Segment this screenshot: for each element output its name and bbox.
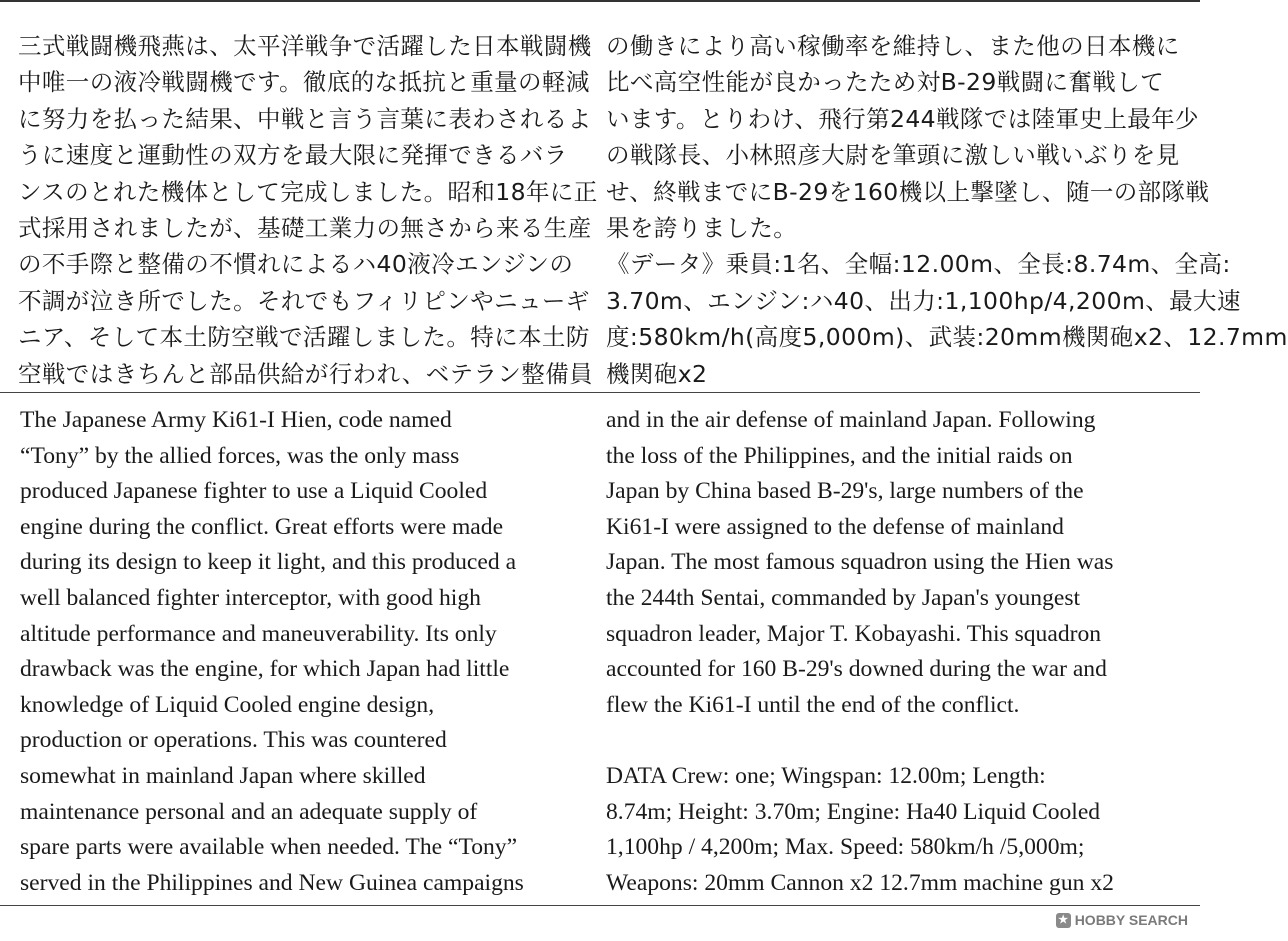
english-text-left-column <box>20 403 524 901</box>
text-line: somewhat in mainland Japan where skilled <box>20 762 426 789</box>
text-line: せ、終戦までにB-29を160機以上撃墜し、随一の部隊戦 <box>606 177 1210 206</box>
text-line: います。とりわけ、飛行第244戦隊では陸軍史上最年少 <box>606 104 1199 133</box>
text-line: の不手際と整備の不慣れによるハ40液冷エンジンの <box>18 250 574 279</box>
text-line: 空戦ではきちんと部品供給が行われ、ベテラン整備員 <box>18 359 594 388</box>
text-line: the loss of the Philippines, and the initial raids on <box>606 442 1073 469</box>
text-line: knowledge of Liquid Cooled engine design, <box>20 691 435 718</box>
japanese-text-right-column <box>606 28 1288 392</box>
text-line: Japan. The most famous squadron using the Hien was <box>606 549 1114 576</box>
text-line: flew the Ki61-I until the end of the conflict. <box>606 691 1020 718</box>
text-line: の働きにより高い稼働率を維持し、また他の日本機に <box>606 32 1180 60</box>
text-line: 三式戦闘機飛燕は、太平洋戦争で活躍した日本戦闘機 <box>18 32 592 60</box>
text-line: altitude performance and maneuverability. Its only <box>20 620 497 647</box>
text-line: produced Japanese fighter to use a Liquid Cooled <box>20 478 488 505</box>
text-line: well balanced fighter interceptor, with good high <box>20 584 481 611</box>
text-line: 比べ高空性能が良かったため対B-29戦闘に奮戦して <box>606 68 1165 97</box>
text-line: “Tony” by the allied forces, was the only mass <box>20 442 460 469</box>
data-spec-line: Weapons: 20mm Cannon x2 12.7mm machine gun x2 <box>606 869 1114 896</box>
section-divider <box>0 392 1200 393</box>
text-line: engine during the conflict. Great efforts were made <box>20 513 504 540</box>
text-line: に努力を払った結果、中戦と言う言葉に表わされるよ <box>18 104 592 133</box>
text-line: 不調が泣き所でした。それでもフィリピンやニューギ <box>18 286 590 315</box>
data-spec-line: 機関砲x2 <box>606 359 708 388</box>
text-line: spare parts were available when needed. The “Tony” <box>20 834 518 861</box>
text-line: Ki61-I were assigned to the defense of mainland <box>606 513 1064 540</box>
data-spec-line: 3.70m、エンジン:ハ40、出力:1,100hp/4,200m、最大速 <box>606 286 1241 315</box>
text-line: 果を誇りました。 <box>606 213 798 242</box>
watermark-text: HOBBY SEARCH <box>1074 912 1188 928</box>
text-line: served in the Philippines and New Guinea campaigns <box>20 869 524 896</box>
text-line: maintenance personal and an adequate supply of <box>20 798 478 825</box>
data-spec-line: 1,100hp / 4,200m; Max. Speed: 580km/h /5,000m; <box>606 834 1085 861</box>
text-line: and in the air defense of mainland Japan. Following <box>606 407 1096 433</box>
text-line: ンスのとれた機体として完成しました。昭和18年に正 <box>18 177 598 206</box>
data-spec-line: 《データ》乗員:1名、全幅:12.00m、全長:8.74m、全高: <box>606 250 1231 279</box>
text-line: production or operations. This was countered <box>20 727 447 754</box>
hobby-search-logo-icon: ★ <box>1056 913 1071 928</box>
text-line: Japan by China based B-29's, large numbers of the <box>606 478 1084 505</box>
english-text-right-column <box>606 403 1114 901</box>
text-line: the 244th Sentai, commanded by Japan's youngest <box>606 584 1081 611</box>
data-spec-line: DATA Crew: one; Wingspan: 12.00m; Length: <box>606 762 1046 789</box>
text-line: 式採用されましたが、基礎工業力の無さから来る生産 <box>18 213 592 242</box>
data-spec-line: 度:580km/h(高度5,000m)、武装:20mm機関砲x2、12.7mm <box>606 323 1288 352</box>
text-line: accounted for 160 B-29's downed during the war and <box>606 656 1107 683</box>
bottom-rule <box>0 905 1200 906</box>
text-line: drawback was the engine, for which Japan had little <box>20 656 510 683</box>
data-spec-line: 8.74m; Height: 3.70m; Engine: Ha40 Liquid Cooled <box>606 798 1101 825</box>
text-line: The Japanese Army Ki61-I Hien, code named <box>20 407 452 433</box>
text-line: うに速度と運動性の双方を最大限に発揮できるバラ <box>18 141 568 170</box>
text-line: squadron leader, Major T. Kobayashi. This squadron <box>606 620 1102 647</box>
text-line: の戦隊長、小林照彦大尉を筆頭に激しい戦いぶりを見 <box>606 141 1180 170</box>
paragraph-gap <box>606 723 1114 759</box>
hobby-search-watermark <box>1056 912 1188 928</box>
text-line: 中唯一の液冷戦闘機です。徹底的な抵抗と重量の軽減 <box>18 68 590 97</box>
text-line: ニア、そして本土防空戦で活躍しました。特に本土防 <box>18 323 590 352</box>
japanese-text-left-column <box>18 28 598 392</box>
top-rule <box>0 0 1200 2</box>
text-line: during its design to keep it light, and this produced a <box>20 549 517 576</box>
